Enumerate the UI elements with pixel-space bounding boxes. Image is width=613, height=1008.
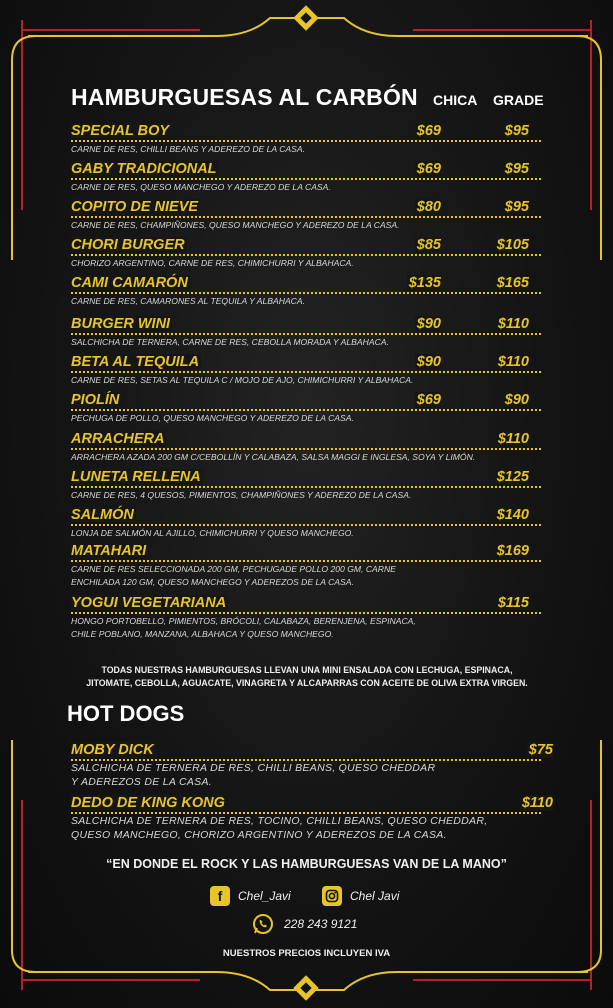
menu-item (71, 275, 541, 307)
price-small: $90 (416, 354, 441, 370)
phone-contact[interactable] (252, 913, 357, 935)
item-description: CARNE DE RES, 4 QUESOS, PIMIENTOS, CHAMPIÑONES Y ADEREZO DE LA CASA. (71, 490, 412, 500)
footnote-line: TODAS NUESTRAS HAMBURGUESAS LLEVAN UNA MINI ENSALADA CON LECHUGA, ESPINACA, (101, 665, 513, 675)
price-large: $115 (497, 595, 529, 611)
item-description: SALCHICHA DE TERNERA DE RES, CHILLI BEANS, QUESO CHEDDAR (71, 762, 436, 774)
price: $110 (521, 795, 553, 811)
price-small: $69 (416, 161, 441, 177)
item-name: DEDO DE KING KONG (71, 795, 225, 811)
price-small: $85 (416, 237, 441, 253)
item-name: PIOLÍN (71, 392, 120, 408)
tax-note: NUESTROS PRECIOS INCLUYEN IVA (222, 948, 391, 959)
instagram-link[interactable] (322, 885, 399, 907)
menu-item (71, 392, 541, 424)
menu-item (71, 316, 541, 348)
price-large: $110 (497, 431, 529, 447)
menu-item (71, 123, 541, 155)
menu-item (71, 507, 541, 539)
item-name: CAMI CAMARÓN (71, 275, 188, 291)
item-name: BURGER WINI (71, 316, 171, 332)
price: $75 (528, 742, 553, 758)
menu-item (71, 199, 541, 231)
diamond-ornament-top (293, 5, 318, 30)
item-name: MATAHARI (71, 543, 147, 559)
price-large: $165 (496, 275, 529, 291)
price-large: $169 (496, 543, 529, 559)
item-name: BETA AL TEQUILA (71, 354, 200, 370)
burgers-header (71, 84, 581, 116)
item-name: YOGUI VEGETARIANA (71, 595, 227, 611)
instagram-handle: Chel Javi (350, 889, 400, 903)
section-title-hotdogs: HOT DOGS (67, 701, 185, 726)
menu-item (71, 742, 553, 789)
item-name: CHORI BURGER (71, 237, 185, 253)
item-description: SALCHICHA DE TERNERA DE RES, TOCINO, CHILLI BEANS, QUESO CHEDDAR, (71, 815, 488, 827)
item-description: QUESO MANCHEGO, CHORIZO ARGENTINO Y ADEREZOS DE LA CASA. (71, 829, 447, 841)
item-description: CARNE DE RES, QUESO MANCHEGO Y ADEREZO DE LA CASA. (71, 182, 331, 192)
item-description: CARNE DE RES, CHAMPIÑONES, QUESO MANCHEGO Y ADEREZO DE LA CASA. (71, 220, 400, 230)
item-description: Y ADEREZOS DE LA CASA. (71, 776, 213, 788)
facebook-icon: f (210, 886, 230, 906)
price-small: $69 (416, 392, 441, 408)
item-description: PECHUGA DE POLLO, QUESO MANCHEGO Y ADEREZO DE LA CASA. (71, 413, 354, 423)
footnote-line: JITOMATE, CEBOLLA, AGUACATE, VINAGRETA Y ALCAPARRAS CON ACEITE DE OLIVA EXTRA VIRGEN. (86, 678, 528, 688)
item-description: HONGO PORTOBELLO, PIMIENTOS, BRÓCOLI, CALABAZA, BERENJENA, ESPINACA, (71, 616, 416, 626)
item-description: CHORIZO ARGENTINO, CARNE DE RES, CHIMICHURRI Y ALBAHACA. (71, 258, 354, 268)
price-large: $90 (504, 392, 529, 408)
menu-item (71, 469, 541, 501)
item-name: SALMÓN (71, 507, 134, 523)
menu-item (71, 161, 541, 193)
price-large: $125 (496, 469, 529, 485)
slogan: “EN DONDE EL ROCK Y LAS HAMBURGUESAS VAN DE LA MANO” (106, 857, 507, 871)
price-small: $135 (408, 275, 441, 291)
item-name: MOBY DICK (71, 742, 154, 758)
item-name: GABY TRADICIONAL (71, 161, 217, 177)
column-chica: CHICA (433, 92, 478, 108)
instagram-icon (322, 886, 342, 906)
menu-item (71, 237, 541, 269)
price-large: $140 (496, 507, 529, 523)
item-description: ENCHILADA 120 GM, QUESO MANCHEGO Y ADEREZOS DE LA CASA. (71, 577, 354, 587)
price-large: $95 (504, 161, 529, 177)
whatsapp-icon (252, 913, 274, 935)
price-small: $90 (416, 316, 441, 332)
item-name: ARRACHERA (71, 431, 165, 447)
menu-item (71, 795, 553, 842)
phone-number: 228 243 9121 (284, 917, 358, 931)
item-name: SPECIAL BOY (71, 123, 170, 139)
item-description: LONJA DE SALMÓN AL AJILLO, CHIMICHURRI Y QUESO MANCHEGO. (71, 528, 354, 538)
item-description: CARNE DE RES, CHILLI BEANS Y ADEREZO DE LA CASA. (71, 144, 306, 154)
facebook-handle: Chel_Javi (238, 889, 291, 903)
price-large: $95 (504, 199, 529, 215)
item-name: COPITO DE NIEVE (71, 199, 199, 215)
item-description: CARNE DE RES SELECCIONADA 200 GM, PECHUGADE POLLO 200 GM, CARNE (71, 564, 396, 574)
diamond-ornament-bottom (293, 975, 318, 1000)
price-large: $110 (497, 354, 529, 370)
price-large: $105 (496, 237, 529, 253)
menu-item (71, 595, 541, 640)
menu-item (71, 354, 541, 386)
price-large: $110 (497, 316, 529, 332)
item-description: SALCHICHA DE TERNERA, CARNE DE RES, CEBOLLA MORADA Y ALBAHACA. (71, 337, 389, 347)
price-small: $69 (416, 123, 441, 139)
burgers-footnote (60, 664, 554, 690)
item-description: CARNE DE RES, SETAS AL TEQUILA C / MOJO DE AJO, CHIMICHURRI Y ALBAHACA. (71, 375, 414, 385)
menu-item (71, 543, 541, 588)
facebook-link[interactable] (210, 885, 291, 907)
item-description: CARNE DE RES, CAMARONES AL TEQUILA Y ALBAHACA. (71, 296, 306, 306)
item-description: ARRACHERA AZADA 200 GM C/CEBOLLÍN Y CALABAZA, SALSA MAGGI E INGLESA, SOYA Y LIMÓN. (71, 452, 476, 462)
item-description: CHILE POBLANO, MANZANA, ALBAHACA Y QUESO MANCHEGO. (71, 629, 334, 639)
price-small: $80 (416, 199, 441, 215)
menu-item (71, 431, 541, 463)
column-grande: GRADE (493, 92, 544, 108)
item-name: LUNETA RELLENA (71, 469, 201, 485)
price-large: $95 (504, 123, 529, 139)
section-title-burgers: HAMBURGUESAS AL CARBÓN (71, 84, 418, 110)
